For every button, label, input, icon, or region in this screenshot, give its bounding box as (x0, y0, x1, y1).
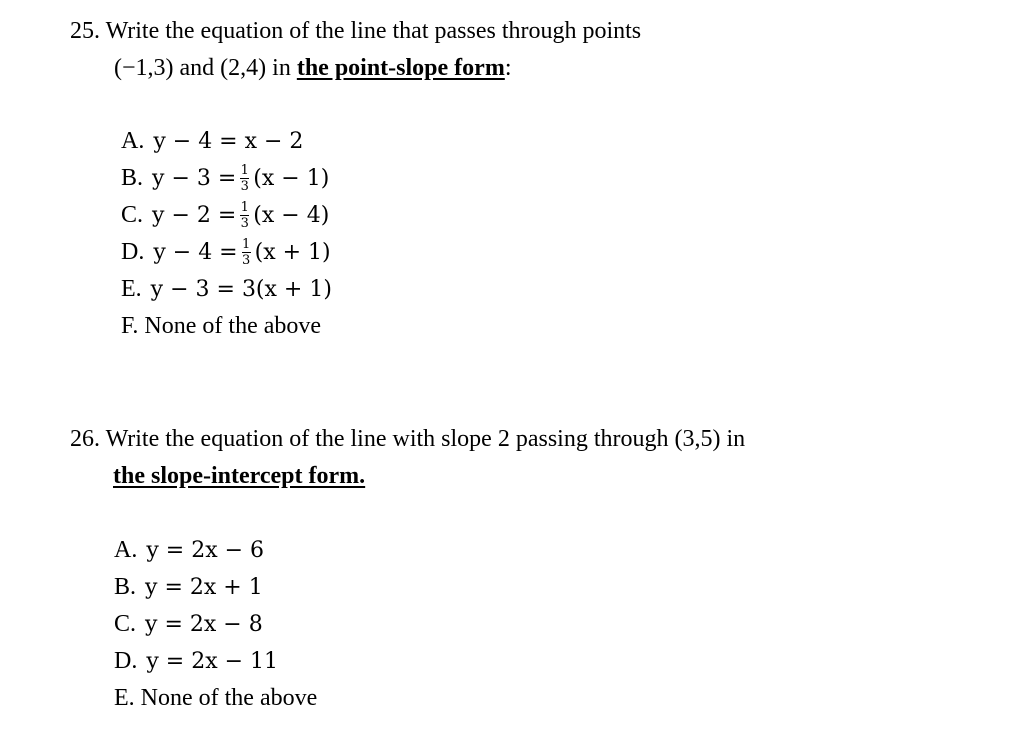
q25-option-b (121, 160, 332, 197)
question-25-colon: : (504, 55, 512, 81)
q25-option-f-text: F. None of the above (121, 313, 322, 339)
q25-option-c (121, 197, 332, 234)
q26-option-d-equation: y = 2x − 11 (146, 649, 279, 674)
q26-option-c-letter: C. (114, 611, 137, 637)
q25-option-c-rhs: (x − 4) (253, 203, 330, 228)
q25-option-b-lhs: y − 3 = (152, 166, 237, 191)
fraction-denominator: 3 (241, 253, 251, 268)
q25-option-e (121, 271, 332, 308)
q26-option-c-equation: y = 2x − 8 (145, 612, 263, 637)
q25-option-f (121, 308, 332, 345)
question-25-options (121, 123, 332, 345)
q25-option-d-equation (153, 234, 330, 271)
q26-option-a-equation: y = 2x − 6 (146, 538, 265, 563)
q25-option-d-rhs: (x + 1) (254, 240, 331, 265)
q25-option-b-rhs: (x − 1) (253, 166, 330, 191)
q26-option-a-letter: A. (114, 537, 138, 563)
q26-option-b-letter: B. (114, 574, 137, 600)
q25-option-a (121, 123, 332, 160)
q26-option-e-text: E. None of the above (114, 685, 318, 711)
q25-option-c-fraction (240, 201, 249, 230)
q25-option-c-lhs: y − 2 = (152, 203, 237, 228)
fraction-denominator: 3 (240, 179, 249, 194)
q26-option-e (114, 680, 317, 717)
q25-option-d-lhs: y − 4 = (153, 240, 238, 265)
question-25-line-2 (70, 50, 641, 87)
q25-option-e-letter: E. (121, 276, 142, 302)
q26-option-d-letter: D. (114, 648, 138, 674)
q25-option-c-letter: C. (121, 202, 144, 228)
question-25-points: (−1,3) and (2,4) in (114, 55, 297, 81)
q25-option-a-letter: A. (121, 128, 145, 154)
q25-option-c-equation (152, 197, 329, 234)
q25-option-d-fraction (242, 238, 251, 267)
question-26-line-1: 26. Write the equation of the line with slope 2 passing through (3,5) in (70, 426, 746, 452)
fraction-numerator: 1 (240, 200, 249, 215)
question-26-options (114, 532, 317, 717)
fraction-numerator: 1 (240, 163, 249, 178)
q26-option-b-equation: y = 2x + 1 (145, 575, 263, 600)
q25-option-d-letter: D. (121, 239, 145, 265)
q26-option-a (114, 532, 317, 569)
fraction-numerator: 1 (241, 237, 251, 252)
q25-option-b-letter: B. (121, 165, 144, 191)
q25-option-e-equation: y − 3 = 3(x + 1) (150, 277, 332, 302)
q26-option-c (114, 606, 317, 643)
q25-option-b-fraction (240, 164, 249, 193)
fraction-denominator: 3 (240, 216, 249, 231)
q26-option-b (114, 569, 317, 606)
question-26 (70, 421, 745, 495)
question-25-form-emphasis: the point-slope form (296, 55, 505, 81)
question-26-form-emphasis: the slope-intercept form. (113, 463, 366, 489)
question-25-line-1: 25. Write the equation of the line that passes through points (70, 18, 642, 44)
q25-option-a-equation: y − 4 = x − 2 (153, 129, 304, 154)
q26-option-d (114, 643, 317, 680)
question-26-line-2 (70, 458, 745, 495)
q25-option-d (121, 234, 332, 271)
question-25 (70, 13, 641, 87)
q25-option-b-equation (152, 160, 329, 197)
